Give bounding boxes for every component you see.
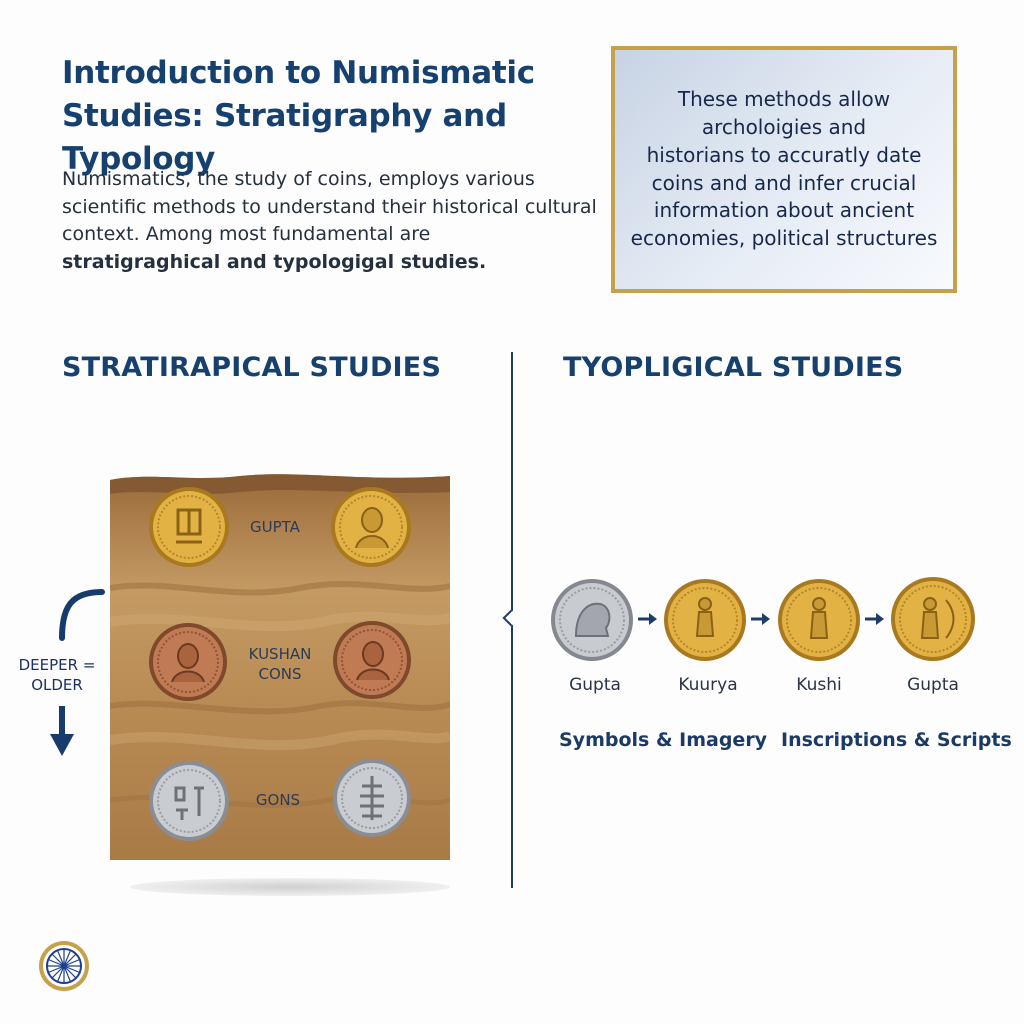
layer-label-gupta-line-1: GUPTA [250,518,300,536]
typology-coin-4-label: Gupta [907,675,959,695]
typology-coin-1 [550,578,634,662]
callout-box [611,46,957,293]
callout-line-5: information about ancient [653,198,915,223]
layer-label-gons [218,791,338,811]
arrow-right-icon [865,612,885,626]
typology-heading: TYOPLIGICAL STUDIES [563,352,904,383]
divider-notch [503,610,520,627]
depth-label-line-2: OLDER [31,676,83,695]
category-inscriptions-scripts: Inscriptions & Scripts [781,729,1012,751]
intro-line-1: Numismatics, the study of coins, employs various [62,168,535,190]
depth-label-line-1: DEEPER = [18,656,96,674]
typology-coin-1-label: Gupta [569,675,621,695]
silver-coin-right [332,758,412,838]
layer-label-gupta [215,518,335,538]
category-symbols-imagery: Symbols & Imagery [559,729,768,751]
callout-line-6: economies, political structures [630,226,938,251]
intro-paragraph [62,166,597,276]
layer-label-kushan [220,645,340,684]
gupta-coin-right [330,486,412,568]
typology-coin-4 [890,576,976,662]
depth-label [12,655,102,696]
typology-coin-2 [663,578,747,662]
kushan-coin-left [148,622,228,702]
typology-coin-3-label: Kushi [796,675,842,695]
title-line-2: Studies: Stratigraphy and Typology [62,97,507,177]
callout-line-3: historians to accuratly date [646,142,922,167]
wheel-emblem-icon [38,940,90,992]
typology-coin-3 [777,578,861,662]
arrow-right-icon [638,612,658,626]
layer-label-kushan-line-1: KUSHAN [248,645,312,663]
title-line-1: Introduction to Numismatic [62,55,535,91]
intro-line-4: stratigraghical and typologigal studies. [62,250,487,273]
typology-coin-2-label: Kuurya [678,675,738,695]
kushan-coin-right [332,620,412,700]
layer-label-kushan-line-2: CONS [258,664,302,683]
page-title [62,52,622,180]
stratigraphy-heading: STRATIRAPICAL STUDIES [62,352,442,383]
intro-line-3: context. Among most fundamental are [62,223,431,246]
layer-label-gons-line-1: GONS [255,791,301,809]
soil-shadow [130,878,450,896]
callout-line-1: These methods allow [677,87,891,112]
callout-line-4: coins and and infer crucial [651,170,917,195]
arrow-right-icon [751,612,771,626]
intro-line-2: scientific methods to understand their historical cultural [62,195,597,218]
callout-line-2: archoloigies and [701,114,867,139]
